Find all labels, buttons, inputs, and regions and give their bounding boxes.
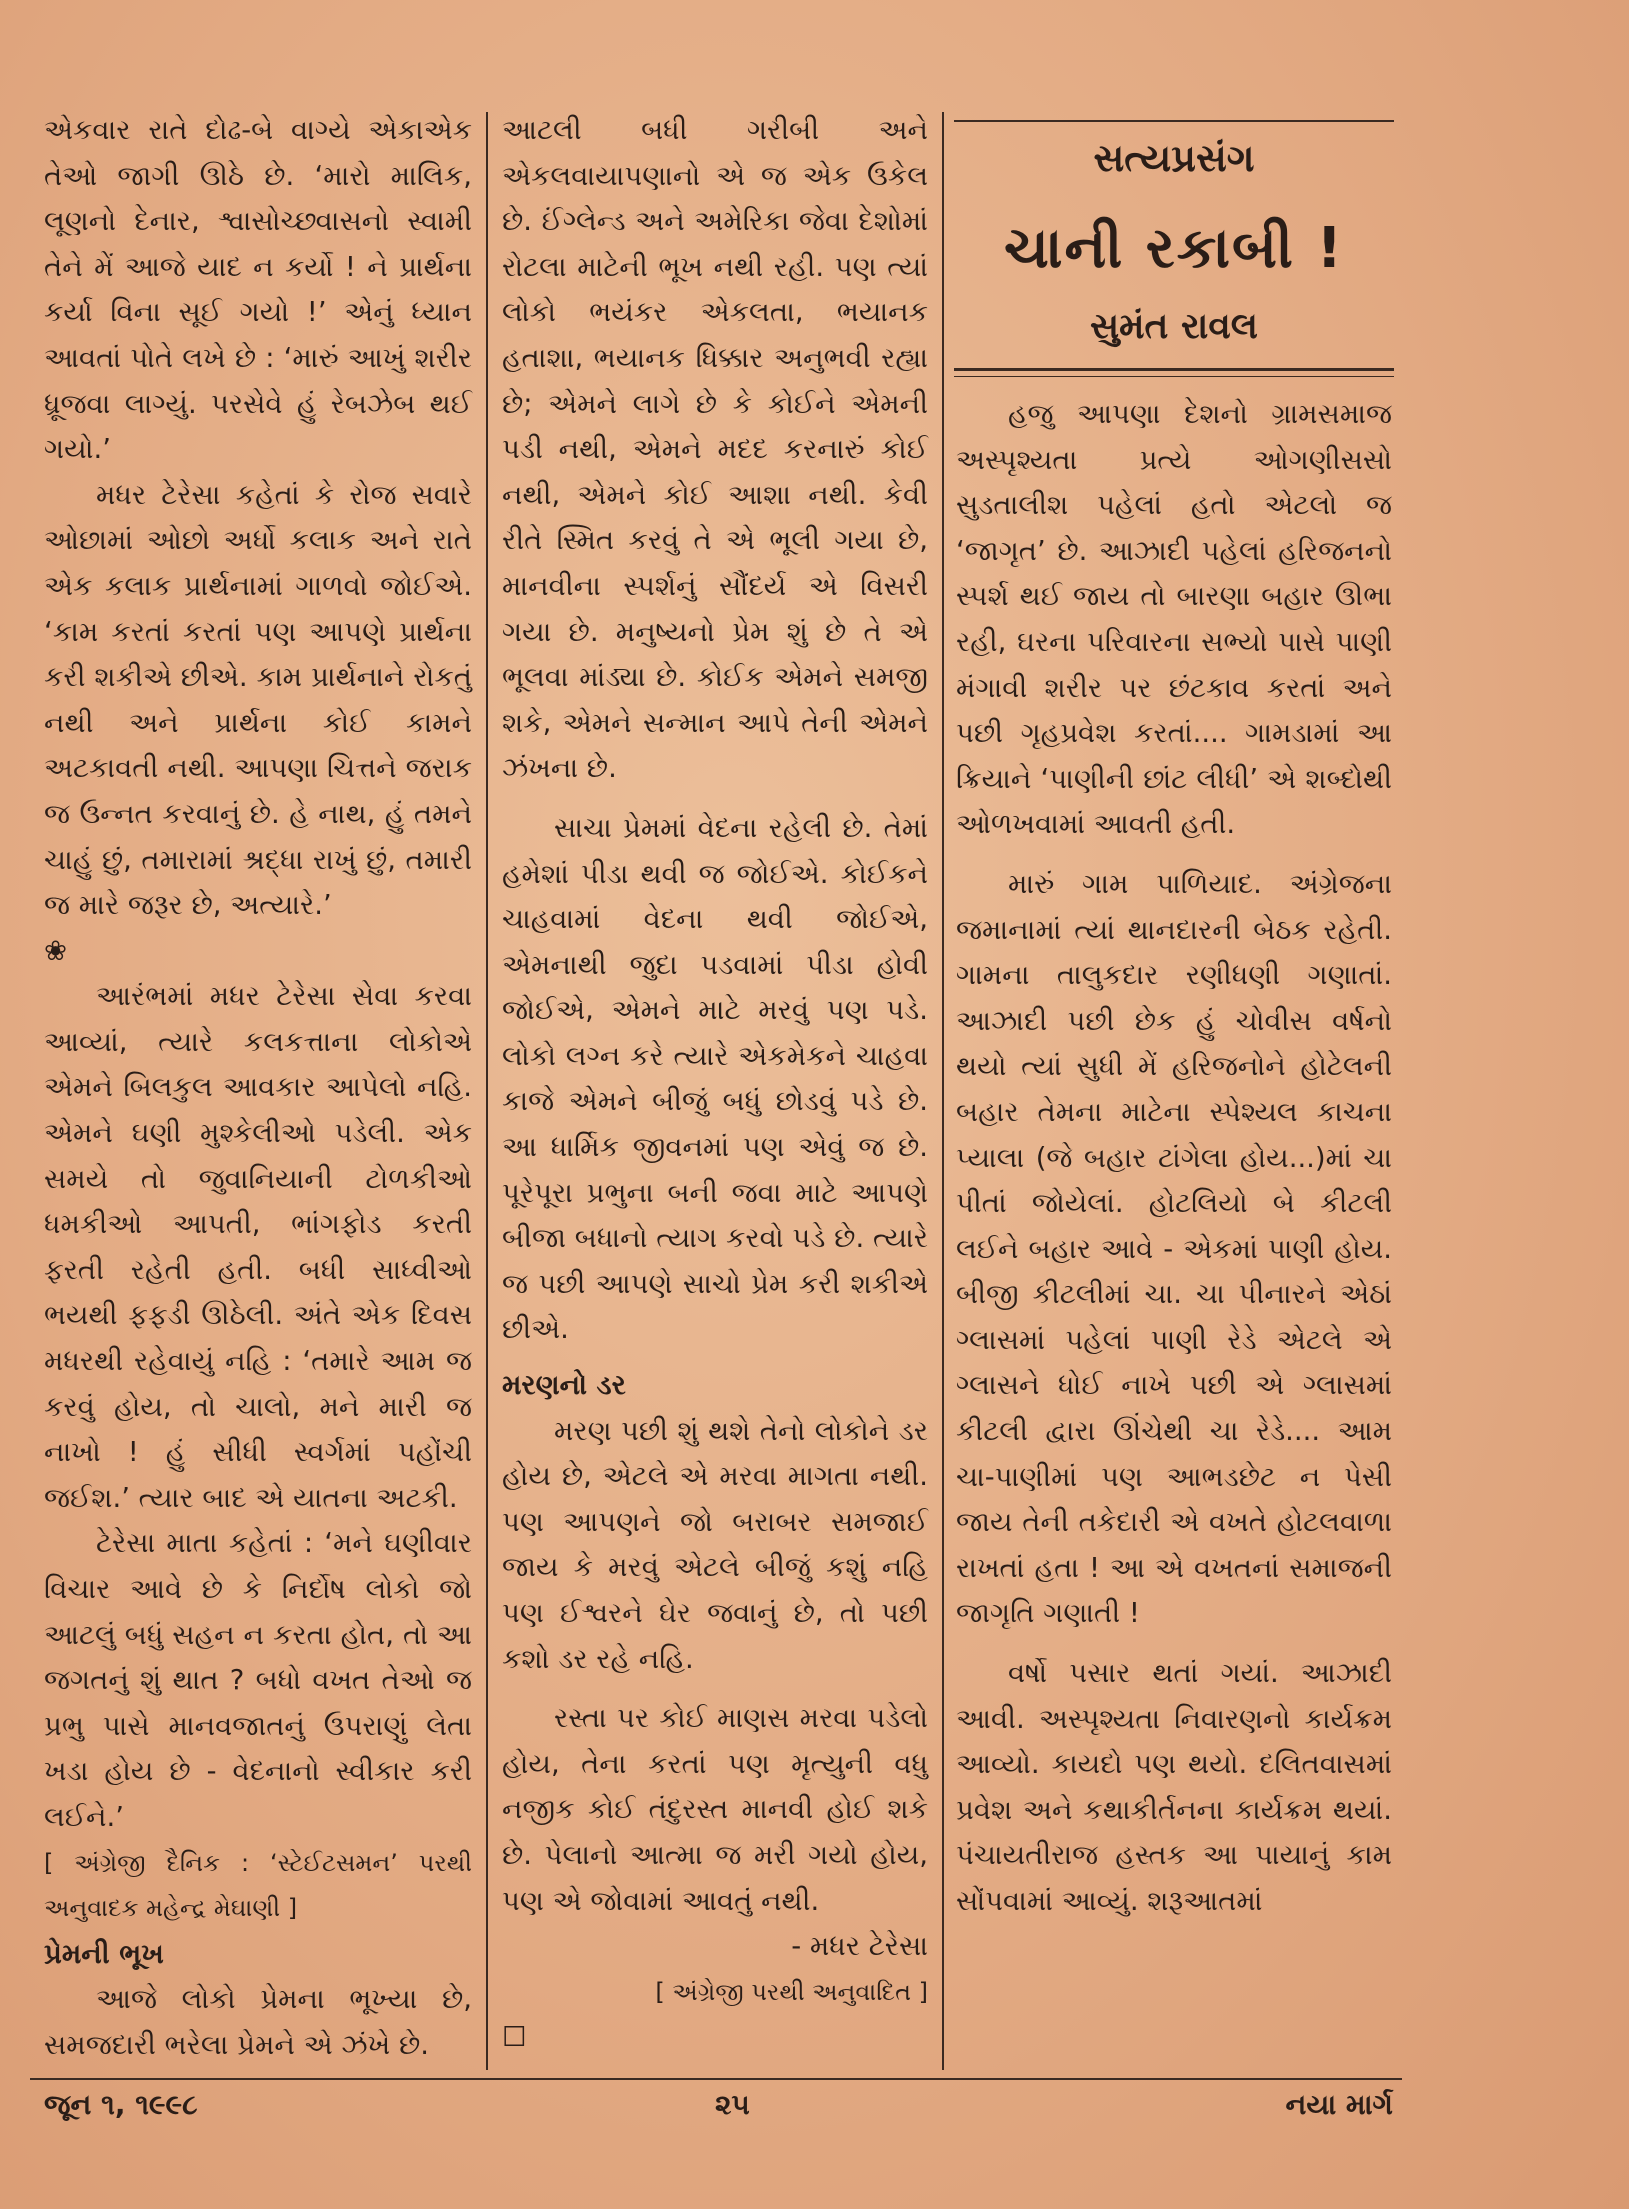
column-divider-1	[486, 112, 488, 2070]
footer-rule	[30, 2078, 1402, 2080]
col3-paragraph-2: મારું ગામ પાળિયાદ. અંગ્રેજના જમાનામાં ત્યાં થાનદારની બેઠક રહેતી. ગામના તાલુકદાર રણીધણી ગણાતાં. આઝાદી પછી છેક હું ચોવીસ વર્ષનો થયો ત્યાં સુધી મેં હરિજનોને હોટેલની બહાર તેમના માટેના સ્પેશ્યલ કાચના પ્યાલા (જે બહાર ટાંગેલા હોય...)માં ચા પીતાં જોયેલાં. હોટલિયો બે કીટલી લઈને બહાર આવે - એકમાં પાણી હોય. બીજી કીટલીમાં ચા. ચા પીનારને એઠાં ગ્લાસમાં પહેલાં પાણી રેડે એટલે એ ગ્લાસને ધોઈ નાખે પછી એ ગ્લાસમાં કીટલી દ્વારા ઊંચેથી ચા રેડે.... આમ ચા-પાણીમાં પણ આભડછેટ ન પેસી જાય તેની તકેદારી એ વખતે હોટલવાળા રાખતાં હતા ! આ એ વખતનાં સમાજની જાગૃતિ ગણાતી !	[956, 867, 1392, 1630]
col2-signature: - મધર ટેરેસા	[791, 1930, 928, 1963]
column-3	[956, 392, 1392, 1925]
footer-date: જૂન ૧, ૧૯૯૮	[44, 2088, 198, 2121]
end-mark-icon: ☐	[502, 2021, 527, 2054]
col1-source-note: [ અંગ્રેજી દૈનિક : ‘સ્ટેઈટસમન’ પરથી અનુવાદક મહેન્દ્ર મેઘાણી ]	[44, 1848, 472, 1923]
author-rule	[954, 368, 1394, 371]
subheading-maran-no-dar: મરણનો ડર	[502, 1369, 626, 1402]
header-top-rule	[954, 120, 1394, 122]
col1-paragraph-3: આરંભમાં મધર ટેરેસા સેવા કરવા આવ્યાં, ત્યારે કલકત્તાના લોકોએ એમને બિલકુલ આવકાર આપેલો નહિ. એમને ઘણી મુશ્કેલીઓ પડેલી. એક સમયે તો જુવાનિયાની ટોળકીઓ ધમકીઓ આપતી, ભાંગફોડ કરતી ફરતી રહેતી હતી. બધી સાધ્વીઓ ભયથી ફફડી ઊઠેલી. અંતે એક દિવસ મધરથી રહેવાયું નહિ : ‘તમારે આમ જ કરવું હોય, તો ચાલો, મને મારી જ નાખો ! હું સીધી સ્વર્ગમાં પહોંચી જઈશ.’ ત્યાર બાદ એ યાતના અટકી.	[44, 980, 472, 1514]
author-rule-thin	[954, 376, 1394, 377]
col3-paragraph-3: વર્ષો પસાર થતાં ગયાં. આઝાદી આવી. અસ્પૃશ્યતા નિવારણનો કાર્યક્રમ આવ્યો. કાયદો પણ થયો. દલિતવાસમાં પ્રવેશ અને કથાકીર્તનના કાર્યક્રમ થયાં. પંચાયતીરાજ હસ્તક આ પાયાનું કામ સોંપવામાં આવ્યું. શરૂઆતમાં	[956, 1657, 1392, 1917]
subheading-prem-ni-bhukh: પ્રેમની ભૂખ	[44, 1937, 164, 1970]
col1-paragraph-2: મધર ટેરેસા કહેતાં કે રોજ સવારે ઓછામાં ઓછો અર્ધો કલાક અને રાતે એક કલાક પ્રાર્થનામાં ગાળવો જોઈએ. ‘કામ કરતાં કરતાં પણ આપણે પ્રાર્થના કરી શકીએ છીએ. કામ પ્રાર્થનાને રોકતું નથી અને પ્રાર્થના કોઈ કામને અટકાવતી નથી. આપણા ચિત્તને જરાક જ ઉન્નત કરવાનું છે. હે નાથ, હું તમને ચાહું છું, તમારામાં શ્રદ્ધા રાખું છું, તમારી જ મારે જરૂર છે, અત્યારે.’	[44, 478, 472, 922]
article-author: સુમંત રાવલ	[1089, 306, 1259, 347]
col1-paragraph-4: ટેરેસા માતા કહેતાં : ‘મને ઘણીવાર વિચાર આવે છે કે નિર્દોષ લોકો જો આટલું બધું સહન ન કરતા હોત, તો આ જગતનું શું થાત ? બધો વખત તેઓ જ પ્રભુ પાસે માનવજાતનું ઉપરાણું લેતા ખડા હોય છે - વેદનાનો સ્વીકાર કરી લઈને.’	[44, 1527, 472, 1833]
section-separator-icon: ❀	[44, 934, 68, 967]
col2-paragraph-3: મરણ પછી શું થશે તેનો લોકોને ડર હોય છે, એટલે એ મરવા માગતા નથી. પણ આપણને જો બરાબર સમજાઈ જાય કે મરવું એટલે બીજું કશું નહિ પણ ઈશ્વરને ઘેર જવાનું છે, તો પછી કશો ડર રહે નહિ.	[502, 1414, 928, 1675]
col3-paragraph-1: હજુ આપણા દેશનો ગ્રામસમાજ અસ્પૃશ્યતા પ્રત્યે ઓગણીસસો સુડતાલીશ પહેલાં હતો એટલો જ ‘જાગૃત’ છે. આઝાદી પહેલાં હરિજનનો સ્પર્શ થઈ જાય તો બારણા બહાર ઊભા રહી, ઘરના પરિવારના સભ્યો પાસે પાણી મંગાવી શરીર પર છંટકાવ કરતાં અને પછી ગૃહપ્રવેશ કરતાં.... ગામડામાં આ ક્રિયાને ‘પાણીની છાંટ લીધી’ એ શબ્દોથી ઓળખવામાં આવતી હતી.	[956, 398, 1392, 841]
column-divider-2	[942, 112, 944, 2070]
col1-paragraph-5: આજે લોકો પ્રેમના ભૂખ્યા છે, સમજદારી ભરેલા પ્રેમને એ ઝંખે છે.	[44, 1983, 472, 2061]
page-number: ૨૫	[715, 2088, 750, 2121]
col1-paragraph-1: એકવાર રાતે દોઢ-બે વાગ્યે એકાએક તેઓ જાગી ઊઠે છે. ‘મારો માલિક, લૂણનો દેનાર, શ્વાસોચ્છ્વાસનો સ્વામી તેને મેં આજે યાદ ન કર્યો ! ને પ્રાર્થના કર્યા વિના સૂઈ ગયો !’ એનું ધ્યાન આવતાં પોતે લખે છે : ‘મારું આખું શરીર ધ્રૂજવા લાગ્યું. પરસેવે હું રેબઝેબ થઈ ગયો.’	[44, 114, 472, 466]
col2-source-note: [ અંગ્રેજી પરથી અનુવાદિત ]	[655, 1977, 928, 2006]
column-2	[502, 108, 928, 2061]
col2-paragraph-4: રસ્તા પર કોઈ માણસ મરવા પડેલો હોય, તેના કરતાં પણ મૃત્યુની વધુ નજીક કોઈ તંદુરસ્ત માનવી હોઈ શકે છે. પેલાનો આત્મા જ મરી ગયો હોય, પણ એ જોવામાં આવતું નથી.	[502, 1702, 928, 1917]
col2-paragraph-1: આટલી બધી ગરીબી અને એકલવાયાપણાનો એ જ એક ઉકેલ છે. ઈંગ્લેન્ડ અને અમેરિકા જેવા દેશોમાં રોટલા માટેની ભૂખ નથી રહી. પણ ત્યાં લોકો ભયંકર એકલતા, ભયાનક હતાશા, ભયાનક ધિક્કાર અનુભવી રહ્યા છે; એમને લાગે છે કે કોઈને એમની પડી નથી, એમને મદદ કરનારું કોઈ નથી, એમને કોઈ આશા નથી. કેવી રીતે સ્મિત કરવું તે એ ભૂલી ગયા છે, માનવીના સ્પર્શનું સૌંદર્ય એ વિસરી ગયા છે. મનુષ્યનો પ્રેમ શું છે તે એ ભૂલવા માંડ્યા છે. કોઈક એમને સમજી શકે, એમને સન્માન આપે તેની એમને ઝંખના છે.	[502, 114, 928, 785]
col2-paragraph-2: સાચા પ્રેમમાં વેદના રહેલી છે. તેમાં હમેશાં પીડા થવી જ જોઈએ. કોઈકને ચાહવામાં વેદના થવી જોઈએ, એમનાથી જુદા પડવામાં પીડા હોવી જોઈએ, એમને માટે મરવું પણ પડે. લોકો લગ્ન કરે ત્યારે એકમેકને ચાહવા કાજે એમને બીજું બધું છોડવું પડે છે. આ ધાર્મિક જીવનમાં પણ એવું જ છે. પૂરેપૂરા પ્રભુના બની જવા માટે આપણે બીજા બધાનો ત્યાગ કરવો પડે છે. ત્યારે જ પછી આપણે સાચો પ્રેમ કરી શકીએ છીએ.	[502, 811, 928, 1346]
magazine-name: નયા માર્ગ	[1285, 2088, 1393, 2121]
article-title: ચાની રકાબી !	[1004, 216, 1344, 281]
column-1	[44, 108, 472, 2069]
article-kicker: સત્યપ્રસંગ	[1093, 136, 1255, 180]
